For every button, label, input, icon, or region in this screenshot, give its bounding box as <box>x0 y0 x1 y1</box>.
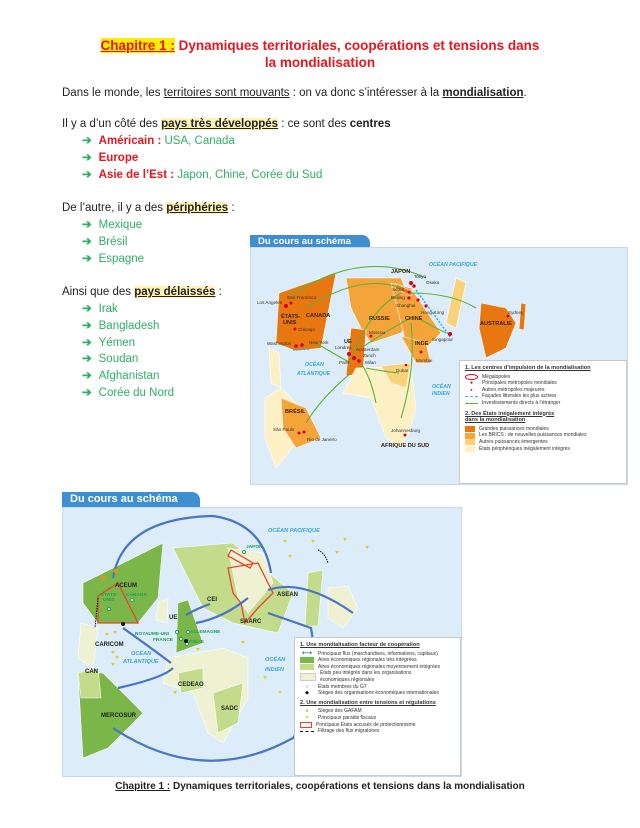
map1-tab: Du cours au schéma <box>250 235 370 248</box>
page-title <box>0 37 640 71</box>
legend-label: Aires économiques régionales moyennement intégrées <box>318 663 441 670</box>
legend-label: Sièges des GAFAM <box>318 708 362 715</box>
svg-text:UNIS: UNIS <box>103 598 115 603</box>
arrow-icon: ➔ <box>82 219 92 231</box>
list-item <box>82 151 138 165</box>
svg-text:New York: New York <box>309 340 329 345</box>
list-item <box>82 369 159 383</box>
swatch-icon <box>300 664 314 670</box>
ellipse-icon <box>465 374 478 380</box>
svg-text:Osaka: Osaka <box>426 280 440 285</box>
legend-label: Autres puissances émergentes <box>479 438 548 445</box>
legend-heading: dans la mondialisation <box>465 417 526 424</box>
legend-item <box>300 657 455 664</box>
svg-text:Washington: Washington <box>267 341 292 346</box>
svg-text:San Francisco: San Francisco <box>287 295 317 300</box>
legend-item <box>300 722 455 729</box>
legend-item <box>465 400 621 407</box>
svg-text:ATLANTIQUE: ATLANTIQUE <box>297 371 331 377</box>
svg-text:INDE: INDE <box>415 341 429 347</box>
list-item <box>82 302 118 316</box>
svg-text:CARICOM: CARICOM <box>95 642 124 648</box>
list-item <box>82 168 322 182</box>
red-outline-icon <box>300 722 312 728</box>
svg-text:RUSSIE: RUSSIE <box>369 316 390 322</box>
svg-text:Beijing: Beijing <box>391 295 405 300</box>
legend-label: Principales métropoles mondiales <box>482 380 557 387</box>
title-line-1: Dynamiques territoriales, coopérations et tensions dans <box>178 38 540 53</box>
map2-tab: Du cours au schéma <box>62 492 200 507</box>
arrow-icon: ➔ <box>82 236 92 248</box>
figure-caption <box>0 781 640 792</box>
item-label: Brésil <box>98 236 128 248</box>
text: : on va donc s’intéresser à la <box>289 87 443 99</box>
svg-text:SADC: SADC <box>221 706 239 712</box>
svg-text:ASEAN: ASEAN <box>277 592 299 598</box>
arrow-icon: ➔ <box>82 169 92 181</box>
g7-circle-icon: ○ <box>305 683 309 690</box>
item-label: Irak <box>98 303 118 315</box>
legend-label: États peu intégrés dans les organisations économiques régionales <box>320 670 412 683</box>
swatch-icon <box>465 446 475 452</box>
legend-label: Filtrage des flux migratoires <box>318 728 380 735</box>
svg-text:ALLEMAGNE: ALLEMAGNE <box>190 630 221 635</box>
legend-label: Grandes puissances mondiales <box>479 425 549 432</box>
list-item <box>82 235 127 249</box>
neglected-paragraph <box>62 285 222 299</box>
legend-item <box>300 690 455 697</box>
legend-item <box>465 426 621 433</box>
legend-label: États périphériques inégalement intégrés <box>479 445 570 452</box>
arrow-icon: ➔ <box>82 387 92 399</box>
item-label: Europe <box>98 152 139 164</box>
svg-text:MERCOSUR: MERCOSUR <box>101 713 137 719</box>
svg-text:INDIEN: INDIEN <box>265 667 284 673</box>
list-item <box>82 352 138 366</box>
item-value: Japon, Chine, Corée du Sud <box>174 169 323 181</box>
list-item <box>82 218 142 232</box>
legend-item <box>465 439 621 446</box>
svg-text:FRANCE: FRANCE <box>153 638 173 643</box>
legend-item <box>465 446 621 453</box>
svg-text:Rio de Janeiro: Rio de Janeiro <box>307 437 337 442</box>
map-cooperation-tensions <box>62 507 462 777</box>
svg-text:JAPON: JAPON <box>391 269 411 275</box>
greenland-shape <box>156 598 168 623</box>
svg-text:ACEUM: ACEUM <box>115 583 137 589</box>
svg-text:São Paulo: São Paulo <box>273 427 295 432</box>
arrow-icon: ➔ <box>82 337 92 349</box>
svg-text:JAPON: JAPON <box>246 545 263 550</box>
dotted-line-icon <box>300 731 314 732</box>
item-value: USA, Canada <box>161 135 235 147</box>
svg-text:Séoul: Séoul <box>392 287 404 292</box>
legend-item <box>300 684 455 691</box>
svg-text:Tokyo: Tokyo <box>414 274 426 279</box>
migration-filter-line <box>318 550 328 563</box>
triangle-icon: ▼ <box>304 714 310 721</box>
svg-text:UE: UE <box>169 615 178 621</box>
svg-text:ROYAUME-UNI: ROYAUME-UNI <box>135 632 169 637</box>
svg-text:CANADA: CANADA <box>306 313 331 319</box>
arrow-icon: ➔ <box>82 320 92 332</box>
text: Ainsi que des <box>62 286 135 298</box>
svg-text:AFRIQUE DU SUD: AFRIQUE DU SUD <box>381 443 430 449</box>
svg-text:CAN: CAN <box>85 669 98 675</box>
chapter-label: Chapitre 1 : <box>100 38 175 53</box>
svg-text:CHINE: CHINE <box>405 316 423 322</box>
list-item <box>82 319 159 333</box>
arrow-icon: ➔ <box>82 135 92 147</box>
legend-label: Investissements directs à l’étranger <box>482 399 561 406</box>
svg-text:ÉTATS-: ÉTATS- <box>281 314 301 320</box>
caption-text: Dynamiques territoriales, coopérations et tensions dans la mondialisation <box>170 781 525 792</box>
intro-paragraph <box>62 86 527 100</box>
text: . <box>523 87 527 99</box>
diamond-icon: ◆ <box>305 690 309 697</box>
underlined-text: territoires sont mouvants <box>163 87 290 99</box>
svg-text:Amsterdam: Amsterdam <box>356 347 380 352</box>
gafam-dot-icon: ● <box>305 708 309 715</box>
legend-label: Aires économiques régionales très intégrées <box>318 657 417 664</box>
swatch-icon <box>465 433 475 439</box>
svg-text:Paris: Paris <box>339 360 350 365</box>
swatch-icon <box>465 426 475 432</box>
legend-label: Principaux paradis fiscaux <box>318 714 377 721</box>
item-label: Afghanistan <box>98 370 160 382</box>
legend-item <box>300 651 455 658</box>
list-item <box>82 134 235 148</box>
svg-text:INDIEN: INDIEN <box>432 391 450 397</box>
arrow-icon: ➔ <box>82 303 92 315</box>
legend-item <box>465 380 621 387</box>
svg-text:Hong-Kong: Hong-Kong <box>421 310 445 315</box>
swatch-icon <box>300 657 314 663</box>
legend-heading: 2. Des États inégalement intégrés <box>465 410 555 417</box>
legend-item <box>300 728 455 735</box>
svg-text:BRÉSIL: BRÉSIL <box>285 409 306 415</box>
green-arrow-icon <box>465 403 478 404</box>
svg-text:ÉTATS-: ÉTATS- <box>101 593 118 598</box>
svg-text:UE: UE <box>344 339 352 345</box>
svg-text:Milan: Milan <box>365 360 376 365</box>
svg-text:ATLANTIQUE: ATLANTIQUE <box>123 659 159 665</box>
svg-text:Sydney: Sydney <box>508 310 524 315</box>
nz-shape <box>519 303 526 330</box>
islands-shape <box>305 570 323 626</box>
svg-text:Londres: Londres <box>335 345 352 350</box>
text: : <box>228 202 235 214</box>
svg-text:Dubaï: Dubaï <box>396 368 409 373</box>
arrow-icon: ➔ <box>82 152 92 164</box>
legend-item <box>465 432 621 439</box>
item-label: Espagne <box>98 253 145 265</box>
legend-heading: 2. Une mondialisation entre tensions et régulations <box>300 699 436 706</box>
legend-item <box>300 670 455 683</box>
bold-text: centres <box>349 118 391 130</box>
text: : <box>215 286 222 298</box>
caption-chapter: Chapitre 1 : <box>115 781 171 792</box>
svg-text:Zurich: Zurich <box>363 353 376 358</box>
svg-text:OCÉAN: OCÉAN <box>305 362 324 368</box>
legend-label: Les BRICS : de nouvelles puissances mondiales <box>479 432 587 439</box>
svg-text:CEDEAO: CEDEAO <box>178 682 204 688</box>
svg-text:Johannesburg: Johannesburg <box>391 428 421 433</box>
legend-item <box>300 708 455 715</box>
developed-paragraph <box>62 117 391 131</box>
arrow-icon: ➔ <box>82 353 92 365</box>
central-america-shape <box>269 348 281 388</box>
bold-text: mondialisation <box>442 87 524 99</box>
svg-text:Moscou: Moscou <box>369 330 386 335</box>
svg-text:Chicago: Chicago <box>298 327 315 332</box>
list-item <box>82 252 144 266</box>
highlight-text: pays très développés <box>161 118 279 130</box>
item-label: Soudan <box>98 353 139 365</box>
svg-text:CEI: CEI <box>207 597 218 603</box>
text: : ce sont des <box>278 118 350 130</box>
list-item <box>82 336 135 350</box>
svg-text:SAARC: SAARC <box>240 619 262 625</box>
legend-heading: 1. Une mondialisation facteur de coopération <box>300 642 420 648</box>
svg-text:OCÉAN PACIFIQUE: OCÉAN PACIFIQUE <box>429 262 478 268</box>
legend-item <box>465 387 621 394</box>
item-label: Bangladesh <box>98 320 160 332</box>
svg-text:OCÉAN: OCÉAN <box>131 651 152 657</box>
legend-label: États membres du G7 <box>318 683 367 690</box>
svg-text:CANADA: CANADA <box>126 593 147 598</box>
svg-text:ITALIE: ITALIE <box>189 640 204 645</box>
svg-text:Shanghai: Shanghai <box>396 303 416 308</box>
item-label: Corée du Nord <box>98 387 175 399</box>
item-label: Américain : <box>98 135 162 147</box>
svg-text:Singapour: Singapour <box>432 337 453 342</box>
double-arrow-icon: ⟷ <box>301 649 313 657</box>
dashed-line-icon <box>465 396 478 397</box>
item-label: Yémen <box>98 337 136 349</box>
large-dot-icon: ● <box>469 380 474 387</box>
legend-label: Mégalopoles <box>482 373 511 380</box>
legend-item <box>465 374 621 381</box>
svg-text:Mumbai: Mumbai <box>416 358 433 363</box>
item-label: Asie de l’Est : <box>98 169 175 181</box>
arrow-icon: ➔ <box>82 253 92 265</box>
map-centres-mondialisation <box>250 247 628 485</box>
legend-label: Autres métropoles majeures <box>482 386 545 393</box>
svg-text:AUSTRALIE: AUSTRALIE <box>480 321 513 327</box>
svg-text:OCÉAN PACIFIQUE: OCÉAN PACIFIQUE <box>268 528 320 534</box>
highlight-text: périphéries <box>166 202 229 214</box>
svg-text:UNIS: UNIS <box>283 320 297 326</box>
svg-text:OCÉAN: OCÉAN <box>432 384 451 390</box>
legend-label: Sièges des organisations économiques internationales <box>318 690 439 697</box>
title-line-2: la mondialisation <box>264 55 376 70</box>
svg-text:OCÉAN: OCÉAN <box>265 657 286 663</box>
legend-label: Principaux États accusés de protectionnisme <box>316 721 416 728</box>
text: Il y a d’un côté des <box>62 118 162 130</box>
legend-item <box>465 393 621 400</box>
map2-legend <box>294 637 461 776</box>
swatch-icon <box>465 439 475 445</box>
svg-text:Los Angeles: Los Angeles <box>257 300 283 305</box>
legend-heading: 1. Les centres d’impulsion de la mondialisation <box>465 365 591 371</box>
legend-label: Façades littorales les plus actives <box>482 393 557 400</box>
map1-legend <box>459 360 627 484</box>
islands-shape <box>446 278 466 328</box>
text: De l’autre, il y a des <box>62 202 167 214</box>
list-item <box>82 386 174 400</box>
text: Dans le monde, les <box>62 87 164 99</box>
peripheries-paragraph <box>62 201 235 215</box>
item-label: Mexique <box>98 219 143 231</box>
swatch-icon <box>300 673 316 681</box>
legend-item <box>300 715 455 722</box>
legend-label: Principaux flux (marchandises, informations, capitaux) <box>318 650 438 657</box>
small-dot-icon: ● <box>470 386 473 392</box>
highlight-text: pays délaissés <box>134 286 216 298</box>
arrow-icon: ➔ <box>82 370 92 382</box>
